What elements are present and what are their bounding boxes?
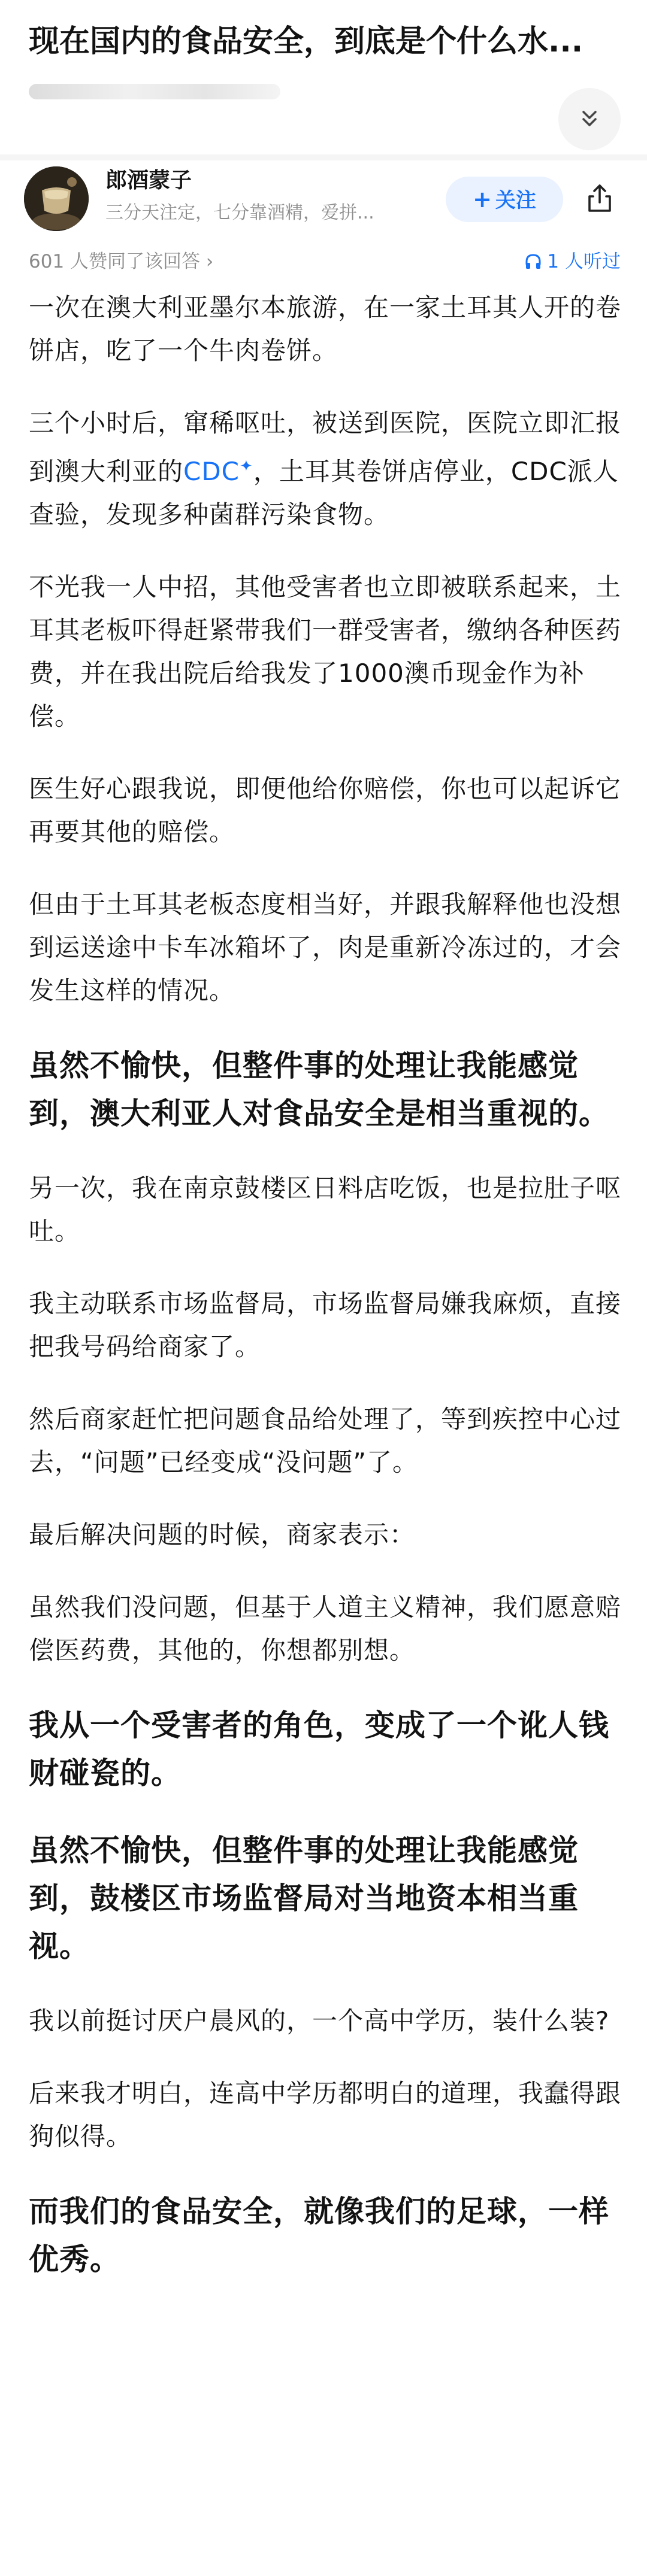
- headphones-icon: [524, 253, 542, 271]
- paragraph: 医生好心跟我说，即便他给你赔偿，你也可以起诉它再要其他的赔偿。: [29, 774, 622, 846]
- paragraph: 但由于土耳其老板态度相当好，并跟我解释他也没想到运送途中卡车冰箱坏了，肉是重新冷冻过的，才会发生这样的情况。: [29, 890, 622, 1005]
- paragraph: 不光我一人中招，其他受害者也立即被联系起来，土耳其老板吓得赶紧带我们一群受害者，缴纳各种医药费，并在我出院后给我发了1000澳币现金作为补偿。: [29, 572, 622, 731]
- share-icon: [583, 182, 616, 214]
- cdc-link-text: CDC: [183, 457, 240, 486]
- share-button[interactable]: [579, 177, 621, 219]
- link-sparkle-icon: ✦: [240, 457, 253, 475]
- avatar-image: [24, 166, 89, 231]
- paragraph: 我主动联系市场监督局，市场监督局嫌我麻烦，直接把我号码给商家了。: [29, 1289, 622, 1361]
- double-chevron-down-icon: [578, 107, 601, 131]
- author-name[interactable]: 郎酒蒙子: [105, 168, 192, 193]
- approval-count[interactable]: 601 人赞同了该回答 ›: [29, 251, 214, 272]
- bold-paragraph: 我从一个受害者的角色，变成了一个讹人钱财碰瓷的。: [29, 1708, 609, 1791]
- question-subtitle-blurred: [29, 84, 280, 99]
- paragraph: 另一次，我在南京鼓楼区日料店吃饭，也是拉肚子呕吐。: [29, 1173, 622, 1246]
- paragraph: 后来我才明白，连高中学历都明白的道理，我蠢得跟狗似得。: [29, 2079, 622, 2151]
- bold-paragraph: 虽然不愉快，但整件事的处理让我能感觉到，鼓楼区市场监督局对当地资本相当重视。: [29, 1833, 579, 1964]
- paragraph: 最后解决问题的时候，商家表示：: [29, 1520, 416, 1549]
- listened-text: 1 人听过: [547, 251, 621, 272]
- follow-button[interactable]: [446, 177, 563, 222]
- section-divider: [0, 154, 647, 160]
- listened-count[interactable]: [524, 250, 621, 274]
- paragraph-text: 三个小时后，窜稀呕吐，被送到医院，医院立即汇报到澳大利亚的: [29, 408, 622, 486]
- answer-content: [29, 286, 622, 2313]
- plus-icon: +: [473, 186, 492, 213]
- paragraph: 我以前挺讨厌户晨风的，一个高中学历，装什么装?: [29, 2006, 610, 2035]
- paragraph: [29, 402, 622, 536]
- follow-label: 关注: [495, 189, 536, 213]
- collapse-button[interactable]: [558, 88, 621, 150]
- cdc-link[interactable]: [183, 457, 253, 486]
- paragraph-text: ，土耳其卷饼店停业，CDC派人查验，发现多种菌群污染食物。: [29, 457, 619, 529]
- bold-paragraph: 虽然不愉快，但整件事的处理让我能感觉到，澳大利亚人对食品安全是相当重视的。: [29, 1048, 609, 1131]
- paragraph: 虽然我们没问题，但基于人道主义精神，我们愿意赔偿医药费，其他的，你想都别想。: [29, 1592, 622, 1665]
- paragraph: 一次在澳大利亚墨尔本旅游，在一家土耳其人开的卷饼店，吃了一个牛肉卷饼。: [29, 293, 622, 365]
- paragraph: 然后商家赶忙把问题食品给处理了，等到疾控中心过去，“问题”已经变成“没问题”了。: [29, 1404, 622, 1477]
- bold-paragraph: 而我们的食品安全，就像我们的足球，一样优秀。: [29, 2194, 609, 2277]
- author-bio: 三分天注定，七分靠酒精，爱拼...: [105, 202, 374, 223]
- avatar[interactable]: [24, 166, 89, 231]
- question-title[interactable]: 现在国内的食品安全，到底是个什么水...: [29, 24, 583, 59]
